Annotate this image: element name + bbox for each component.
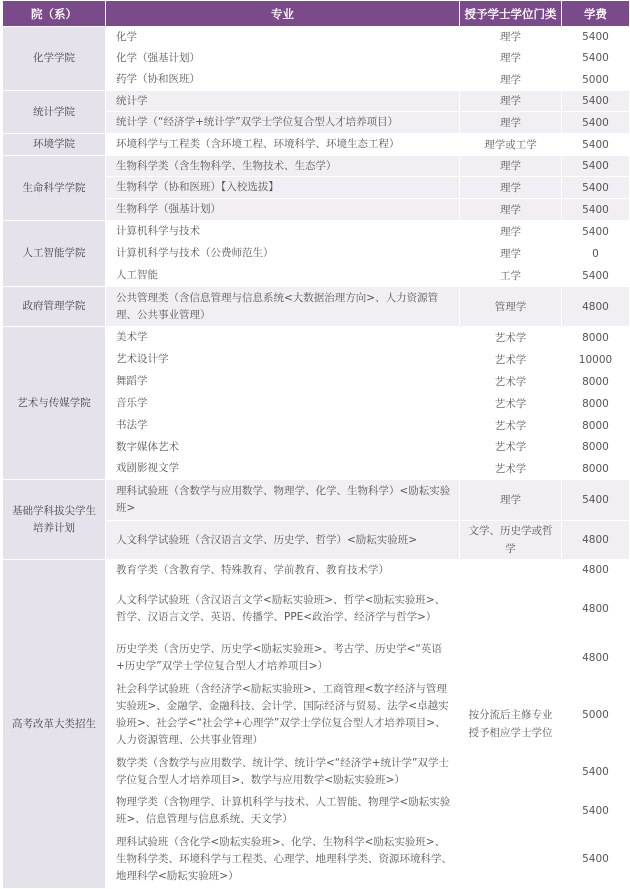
major-cell: 教育学类（含教育学、特殊教育、学前教育、教育技术学） bbox=[106, 560, 460, 581]
major-cell: 书法学 bbox=[106, 415, 460, 437]
major-cell: 统计学（“经济学+统计学”双学士学位复合型人才培养项目） bbox=[106, 112, 460, 134]
fee-cell: 5400 bbox=[562, 199, 630, 221]
major-cell: 历史学类（含历史学、历史学<励耘实验班>、考古学、历史学<“英语+历史学”双学士学位复合型人才培养项目>） bbox=[106, 638, 460, 678]
table-row bbox=[3, 480, 630, 521]
major-cell: 生物科学（协和医班）【入校选拔】 bbox=[106, 177, 460, 199]
degree-cell: 理学 bbox=[460, 156, 562, 177]
major-cell: 人工智能 bbox=[106, 265, 460, 287]
degree-cell: 理学 bbox=[460, 112, 562, 134]
fee-cell: 8000 bbox=[562, 371, 630, 393]
table-row bbox=[3, 134, 630, 156]
fee-cell: 5400 bbox=[562, 792, 630, 830]
table-row bbox=[3, 560, 630, 581]
major-cell: 统计学 bbox=[106, 91, 460, 112]
major-cell: 理科试验班（含化学<励耘实验班>、化学、生物科学<励耘实验班>、生物科学类、环境科学与工程类、心理学、地理科学类、资源环境科学、地理科学<励耘实验班>） bbox=[106, 830, 460, 889]
fee-cell: 5400 bbox=[562, 156, 630, 177]
department-cell: 统计学院 bbox=[3, 91, 106, 134]
fee-cell: 5400 bbox=[562, 480, 630, 521]
degree-cell: 理学 bbox=[460, 91, 562, 112]
major-cell: 生物科学（强基计划） bbox=[106, 199, 460, 221]
fee-cell: 8000 bbox=[562, 415, 630, 437]
fee-cell: 5400 bbox=[562, 134, 630, 156]
table-row bbox=[3, 287, 630, 327]
fee-cell: 5400 bbox=[562, 177, 630, 199]
degree-cell: 工学 bbox=[460, 265, 562, 287]
major-cell: 人文科学试验班（含汉语言文学<励耘实验班>、哲学<励耘实验班>、哲学、汉语言文学、英语、传播学、PPE<政治学、经济学与哲学>） bbox=[106, 581, 460, 638]
major-cell: 计算机科学与技术 bbox=[106, 221, 460, 243]
major-cell: 化学 bbox=[106, 27, 460, 48]
fee-cell: 5000 bbox=[562, 678, 630, 752]
degree-cell: 艺术学 bbox=[460, 415, 562, 437]
degree-cell: 理学 bbox=[460, 27, 562, 48]
fee-cell: 5400 bbox=[562, 112, 630, 134]
department-cell: 生命科学学院 bbox=[3, 156, 106, 221]
degree-cell: 艺术学 bbox=[460, 458, 562, 480]
fee-cell: 4800 bbox=[562, 581, 630, 638]
table-row bbox=[3, 27, 630, 48]
major-cell: 理科试验班（含数学与应用数学、物理学、化学、生物科学）<励耘实验班> bbox=[106, 480, 460, 521]
department-cell: 化学学院 bbox=[3, 27, 106, 91]
major-cell: 舞蹈学 bbox=[106, 371, 460, 393]
degree-cell: 艺术学 bbox=[460, 349, 562, 371]
header-dept: 院（系） bbox=[3, 1, 106, 27]
fee-cell: 8000 bbox=[562, 458, 630, 480]
major-cell: 美术学 bbox=[106, 327, 460, 349]
fee-cell: 4800 bbox=[562, 287, 630, 327]
major-cell: 物理学类（含物理学、计算机科学与技术、人工智能、物理学<励耘实验班>、信息管理与信息系统、天文学） bbox=[106, 792, 460, 830]
degree-cell: 按分流后主修专业授予相应学士学位 bbox=[460, 560, 562, 889]
department-cell: 政府管理学院 bbox=[3, 287, 106, 327]
degree-cell: 理学 bbox=[460, 177, 562, 199]
degree-cell: 理学 bbox=[460, 48, 562, 69]
department-cell: 高考改革大类招生 bbox=[3, 560, 106, 889]
fee-cell: 5400 bbox=[562, 27, 630, 48]
fee-cell: 4800 bbox=[562, 560, 630, 581]
fee-cell: 8000 bbox=[562, 437, 630, 458]
fee-cell: 4800 bbox=[562, 521, 630, 560]
fee-cell: 5400 bbox=[562, 48, 630, 69]
degree-cell: 理学 bbox=[460, 243, 562, 265]
major-cell: 环境科学与工程类（含环境工程、环境科学、环境生态工程） bbox=[106, 134, 460, 156]
table-row bbox=[3, 156, 630, 177]
major-cell: 人文科学试验班（含汉语言文学、历史学、哲学）<励耘实验班> bbox=[106, 521, 460, 560]
major-cell: 药学（协和医班） bbox=[106, 69, 460, 91]
fee-cell: 5400 bbox=[562, 91, 630, 112]
department-cell: 艺术与传媒学院 bbox=[3, 327, 106, 480]
fee-cell: 5000 bbox=[562, 69, 630, 91]
major-cell: 数学类（含数学与应用数学、统计学、统计学<“经济学+统计学”双学士学位复合型人才培养项目>、数学与应用数学<励耘实验班>） bbox=[106, 752, 460, 792]
degree-cell: 理学或工学 bbox=[460, 134, 562, 156]
header-degree: 授予学士学位门类 bbox=[460, 1, 562, 27]
fee-cell: 8000 bbox=[562, 327, 630, 349]
major-cell: 计算机科学与技术（公费师范生） bbox=[106, 243, 460, 265]
major-cell: 艺术设计学 bbox=[106, 349, 460, 371]
department-cell: 环境学院 bbox=[3, 134, 106, 156]
major-cell: 数字媒体艺术 bbox=[106, 437, 460, 458]
admission-table bbox=[2, 0, 630, 889]
degree-cell: 理学 bbox=[460, 199, 562, 221]
table-body bbox=[3, 27, 630, 889]
major-cell: 化学（强基计划） bbox=[106, 48, 460, 69]
department-cell: 人工智能学院 bbox=[3, 221, 106, 287]
table-row bbox=[3, 91, 630, 112]
degree-cell: 艺术学 bbox=[460, 393, 562, 415]
department-cell: 基础学科拔尖学生培养计划 bbox=[3, 480, 106, 560]
degree-cell: 理学 bbox=[460, 69, 562, 91]
fee-cell: 4800 bbox=[562, 638, 630, 678]
fee-cell: 5400 bbox=[562, 221, 630, 243]
degree-cell: 文学、历史学或哲学 bbox=[460, 521, 562, 560]
degree-cell: 理学 bbox=[460, 480, 562, 521]
major-cell: 公共管理类（含信息管理与信息系统<大数据治理方向>、人力资源管理、公共事业管理） bbox=[106, 287, 460, 327]
degree-cell: 艺术学 bbox=[460, 371, 562, 393]
fee-cell: 5400 bbox=[562, 265, 630, 287]
fee-cell: 0 bbox=[562, 243, 630, 265]
fee-cell: 5400 bbox=[562, 752, 630, 792]
table-row bbox=[3, 327, 630, 349]
degree-cell: 管理学 bbox=[460, 287, 562, 327]
major-cell: 戏剧影视文学 bbox=[106, 458, 460, 480]
header-major: 专业 bbox=[106, 1, 460, 27]
fee-cell: 10000 bbox=[562, 349, 630, 371]
major-cell: 生物科学类（含生物科学、生物技术、生态学） bbox=[106, 156, 460, 177]
header-fee: 学费 bbox=[562, 1, 630, 27]
degree-cell: 艺术学 bbox=[460, 327, 562, 349]
major-cell: 社会科学试验班（含经济学<励耘实验班>、工商管理<数字经济与管理实验班>、金融学、金融科技、会计学、国际经济与贸易、法学<卓越实验班>、社会学<“社会学+心理学”双学士学位复合型人才培养项目>、人力资源管理、公共事业管理） bbox=[106, 678, 460, 752]
fee-cell: 5400 bbox=[562, 830, 630, 889]
fee-cell: 8000 bbox=[562, 393, 630, 415]
header-row bbox=[3, 1, 630, 27]
degree-cell: 艺术学 bbox=[460, 437, 562, 458]
degree-cell: 理学 bbox=[460, 221, 562, 243]
major-cell: 音乐学 bbox=[106, 393, 460, 415]
table-row bbox=[3, 221, 630, 243]
